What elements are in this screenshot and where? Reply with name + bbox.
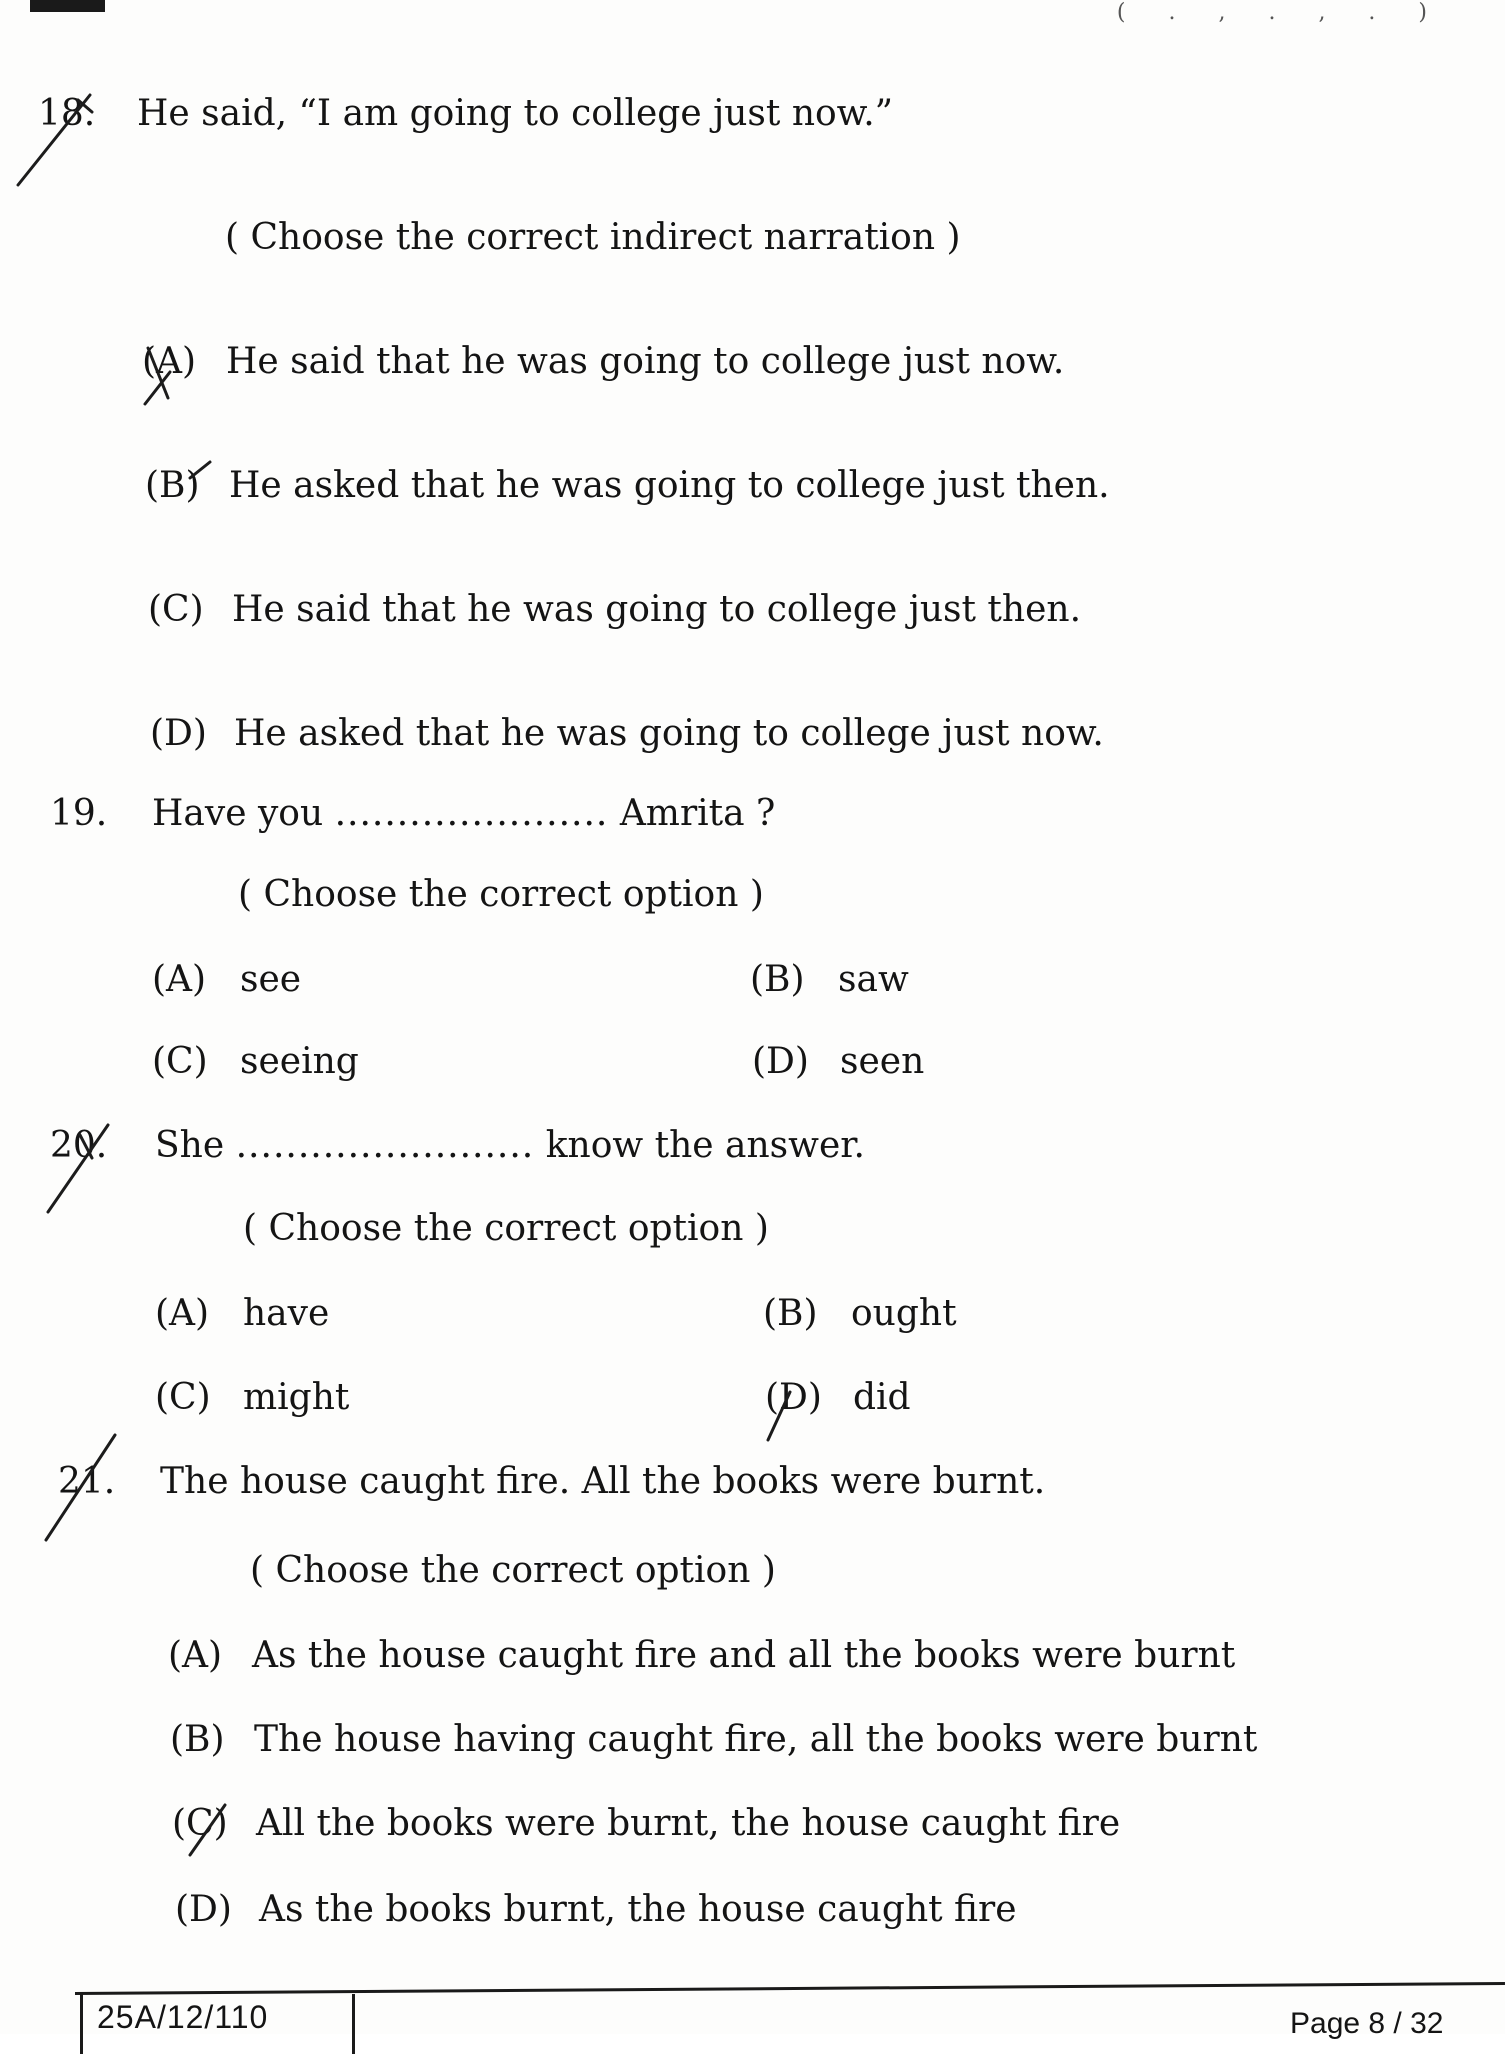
question-21-option-a [168,1634,1235,1678]
question-20-option-d [765,1376,911,1420]
question-21-option-c [172,1802,1120,1846]
question-19-stem [152,792,775,836]
option-text: He asked that he was going to college just then. [229,465,1110,506]
option-label: (B) [170,1719,225,1760]
option-text: might [243,1377,350,1418]
option-label: (D) [752,1041,809,1082]
option-label: (A) [155,1293,210,1334]
option-text: The house having caught fire, all the books were burnt [254,1719,1258,1760]
option-text: All the books were burnt, the house caught fire [256,1803,1121,1844]
option-label: (B) [763,1293,818,1334]
question-19-option-d [752,1040,924,1084]
header-scrap: ( . , . , . ) [1116,0,1445,25]
fill-blank: ........................ [235,1125,535,1166]
option-text: He asked that he was going to college just now. [234,713,1104,754]
option-label: (C) [155,1377,211,1418]
option-text: As the books burnt, the house caught fire [259,1889,1017,1930]
fill-blank: ...................... [334,793,609,834]
option-label: (D) [150,713,207,754]
option-label: (C) [172,1803,228,1844]
option-label: (D) [765,1377,822,1418]
option-text: seen [840,1041,925,1082]
question-20-number: 20. [50,1125,108,1166]
question-21-instruction: ( Choose the correct option ) [250,1550,776,1591]
stem-before: Have you [152,793,324,834]
question-20-option-c [155,1376,349,1420]
question-19-instruction: ( Choose the correct option ) [238,874,764,915]
option-label: (B) [750,959,805,1000]
option-text: saw [838,959,909,1000]
question-18-number: 18. [38,93,96,134]
option-text: have [243,1293,330,1334]
option-text: did [853,1377,911,1418]
question-20-option-b [763,1292,957,1336]
option-label: (A) [142,341,197,382]
question-20-instruction: ( Choose the correct option ) [243,1208,769,1249]
stem-after: Amrita ? [619,793,776,834]
question-19-option-a [152,958,301,1002]
question-21-option-d [175,1888,1017,1932]
question-19-number: 19. [50,793,108,834]
question-21-number: 21. [58,1461,116,1502]
option-text: seeing [240,1041,359,1082]
question-18-option-d [150,712,1104,756]
question-19-option-b [750,958,909,1002]
option-label: (A) [152,959,207,1000]
stem-before: She [155,1125,225,1166]
question-18-stem: He said, “I am going to college just now.” [137,93,894,134]
question-19-option-c [152,1040,359,1084]
question-21-option-b [170,1718,1257,1762]
option-label: (A) [168,1635,223,1676]
page-number: Page 8 / 32 [1290,2007,1444,2040]
option-text: ought [851,1293,957,1334]
question-18-instruction: ( Choose the correct indirect narration ) [225,217,961,258]
question-18-option-c [148,588,1081,632]
question-20-option-a [155,1292,329,1336]
option-label: (D) [175,1889,232,1930]
option-text: see [240,959,302,1000]
option-text: He said that he was going to college just then. [232,589,1082,630]
question-18-option-b [145,464,1110,508]
option-text: He said that he was going to college just now. [226,341,1065,382]
question-20-stem [155,1124,865,1168]
option-label: (C) [148,589,204,630]
stem-after: know the answer. [545,1125,865,1166]
top-corner-mark [30,0,105,12]
paper-code: 25A/12/110 [80,1994,355,2054]
question-21-stem: The house caught fire. All the books were burnt. [160,1461,1046,1502]
option-label: (C) [152,1041,208,1082]
question-18-option-a [142,340,1064,384]
option-label: (B) [145,465,200,506]
option-text: As the house caught fire and all the books were burnt [252,1635,1236,1676]
